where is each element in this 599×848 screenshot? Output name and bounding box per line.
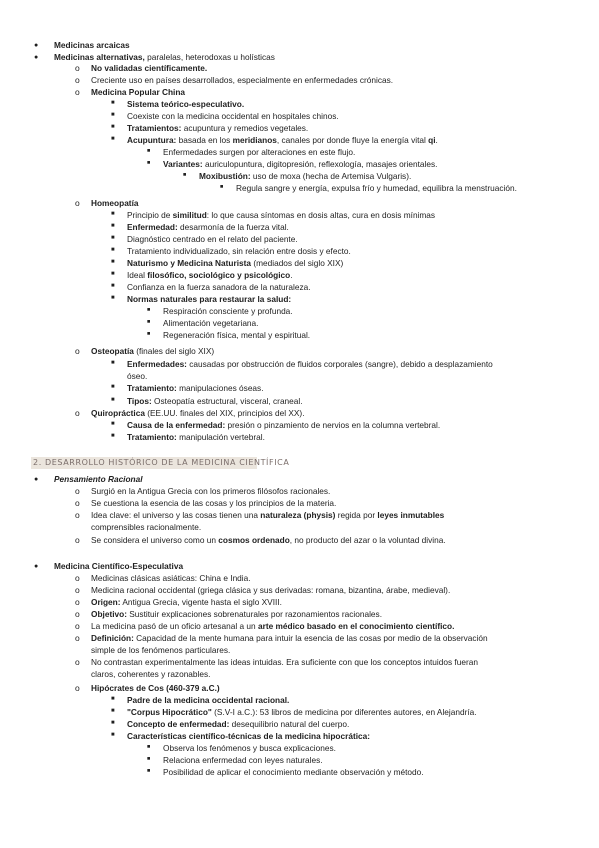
bullet: ■ xyxy=(111,696,115,702)
bullet: o xyxy=(75,498,80,508)
bullet: ■ xyxy=(111,421,115,427)
list-item: o Objetivo: Sustituir explicaciones sobrenaturales por razonamientos racionales. xyxy=(75,609,383,619)
bullet: o xyxy=(75,535,80,545)
list-item: o Osteopatía (finales del siglo XIX) xyxy=(75,346,215,356)
list-item: ■ Concepto de enfermedad: desequilibrio natural del cuerpo. xyxy=(111,719,350,729)
list-item: ■ Alimentación vegetariana. xyxy=(147,318,259,328)
list-item: ● Medicina Científico-Especulativa xyxy=(34,561,184,571)
bullet: o xyxy=(75,633,80,643)
bullet: ■ xyxy=(183,172,187,178)
bullet: ■ xyxy=(111,124,115,130)
bullet: ■ xyxy=(147,319,151,325)
list-item: o Medicinas clásicas asiáticas: China e India. xyxy=(75,573,251,583)
bullet: ■ xyxy=(111,732,115,738)
bullet: ■ xyxy=(111,112,115,118)
list-item: ■ Variantes: auriculopuntura, digitopresión, reflexología, masajes orientales. xyxy=(147,159,438,169)
list-item: ■ Coexiste con la medicina occidental en hospitales chinos. xyxy=(111,111,339,121)
list-item: ■ Moxibustión: uso de moxa (hecha de Artemisa Vulgaris). xyxy=(183,171,412,181)
list-item: ■ Relaciona enfermedad con leyes naturales. xyxy=(147,755,323,765)
list-item: ■ Características científico-técnicas de la medicina hipocrática: xyxy=(111,731,371,741)
list-item: ■ Principio de similitud: lo que causa síntomas en dosis altas, cura en dosis mínimas xyxy=(111,210,436,220)
list-item-continuation: comprensibles racionalmente. xyxy=(91,522,202,532)
list-item: ■ Sistema teórico-especulativo. xyxy=(111,99,245,109)
list-item: o La medicina pasó de un oficio artesanal a un arte médico basado en el conocimiento científico. xyxy=(75,621,455,631)
list-item: ● Medicinas arcaicas xyxy=(34,40,130,50)
list-item: o Se cuestiona la esencia de las cosas y los principios de la materia. xyxy=(75,498,337,508)
list-item: ■ Diagnóstico centrado en el relato del paciente. xyxy=(111,234,298,244)
bullet: o xyxy=(75,198,80,208)
bullet: ● xyxy=(34,563,39,570)
list-item: ■ Respiración consciente y profunda. xyxy=(147,306,293,316)
bullet: o xyxy=(75,609,80,619)
bullet: ■ xyxy=(147,768,151,774)
bullet: ■ xyxy=(111,384,115,390)
bullet: o xyxy=(75,510,80,520)
list-item: o Quiropráctica (EE.UU. finales del XIX, principios del XX). xyxy=(75,408,305,418)
list-item: o No validadas científicamente. xyxy=(75,63,208,73)
list-item: o Se considera el universo como un cosmos ordenado, no producto del azar o la voluntad divina. xyxy=(75,535,446,545)
list-item: ■ Regula sangre y energía, expulsa frío y humedad, equilibra la menstruación. xyxy=(220,183,517,193)
bullet: o xyxy=(75,408,80,418)
bullet: ■ xyxy=(220,184,224,190)
list-item: ■ Naturismo y Medicina Naturista (mediados del siglo XIX) xyxy=(111,258,344,268)
bullet: ■ xyxy=(111,100,115,106)
list-item: o No contrastan experimentalmente las ideas intuidas. Era suficiente con que los conceptos intuidos fueran xyxy=(75,657,478,667)
list-item: o Origen: Antigua Grecia, vigente hasta el siglo XVIII. xyxy=(75,597,282,607)
list-item-continuation: claros, coherentes y razonables. xyxy=(91,669,211,679)
list-item: o Hipócrates de Cos (460-379 a.C.) xyxy=(75,683,220,693)
list-item: ■ Enfermedades: causadas por obstrucción de fluidos corporales (sangre), debido a desplazamiento xyxy=(111,359,493,369)
list-item: ■ Normas naturales para restaurar la salud: xyxy=(111,294,292,304)
bullet: o xyxy=(75,585,80,595)
bullet: o xyxy=(75,346,80,356)
bullet: ■ xyxy=(111,433,115,439)
list-item: ● Pensamiento Racional xyxy=(34,474,143,484)
bullet: ■ xyxy=(147,148,151,154)
bullet: ● xyxy=(34,476,39,483)
list-item: o Idea clave: el universo y las cosas tienen una naturaleza (physis) regida por leyes inmutables xyxy=(75,510,445,520)
list-item: ■ Posibilidad de aplicar el conocimiento mediante observación y método. xyxy=(147,767,424,777)
list-item: ■ Padre de la medicina occidental racional. xyxy=(111,695,290,705)
bullet: ■ xyxy=(111,136,115,142)
bullet: ■ xyxy=(147,331,151,337)
bullet: o xyxy=(75,657,80,667)
list-item: o Creciente uso en países desarrollados, especialmente en enfermedades crónicas. xyxy=(75,75,394,85)
list-item: ■ Enfermedades surgen por alteraciones en este flujo. xyxy=(147,147,356,157)
list-item: ■ Causa de la enfermedad: presión o pinzamiento de nervios en la columna vertebral. xyxy=(111,420,441,430)
bullet: ■ xyxy=(147,756,151,762)
bullet: o xyxy=(75,486,80,496)
bullet: o xyxy=(75,63,80,73)
list-item: ● Medicinas alternativas, paralelas, heterodoxas u holísticas xyxy=(34,52,275,62)
bullet: ■ xyxy=(111,360,115,366)
bullet: ■ xyxy=(111,235,115,241)
bullet: ■ xyxy=(111,397,115,403)
list-item: o Medicina racional occidental (griega clásica y sus derivadas: romana, bizantina, árabe, medieval). xyxy=(75,585,451,595)
list-item: ■ "Corpus Hipocrático" (S.V-I a.C.): 53 libros de medicina por diferentes autores, en Alejandría. xyxy=(111,707,477,717)
bullet: o xyxy=(75,683,80,693)
bullet: ■ xyxy=(111,211,115,217)
list-item: ■ Observa los fenómenos y busca explicaciones. xyxy=(147,743,336,753)
bullet: o xyxy=(75,597,80,607)
list-item: ■ Acupuntura: basada en los meridianos, canales por donde fluye la energía vital qi. xyxy=(111,135,438,145)
bullet: ■ xyxy=(147,307,151,313)
list-item: ■ Ideal filosófico, sociológico y psicológico. xyxy=(111,270,293,280)
list-item-continuation: óseo. xyxy=(127,371,148,381)
list-item: o Medicina Popular China xyxy=(75,87,186,97)
list-item-continuation: simple de los fenómenos particulares. xyxy=(91,645,231,655)
bullet: ■ xyxy=(111,720,115,726)
bullet: o xyxy=(75,75,80,85)
list-item: ■ Enfermedad: desarmonía de la fuerza vital. xyxy=(111,222,289,232)
section-heading: 2. DESARROLLO HISTÓRICO DE LA MEDICINA CIENTÍFICA xyxy=(33,458,290,467)
bullet: ■ xyxy=(147,160,151,166)
list-item: ■ Tratamiento individualizado, sin relación entre dosis y efecto. xyxy=(111,246,351,256)
bullet: ■ xyxy=(111,259,115,265)
bullet: ■ xyxy=(147,744,151,750)
bullet: o xyxy=(75,87,80,97)
bullet: ■ xyxy=(111,223,115,229)
list-item: o Surgió en la Antigua Grecia con los primeros filósofos racionales. xyxy=(75,486,331,496)
list-item: ■ Tratamientos: acupuntura y remedios vegetales. xyxy=(111,123,309,133)
bullet: ● xyxy=(34,54,39,61)
list-item: ■ Tratamiento: manipulación vertebral. xyxy=(111,432,265,442)
bullet: ■ xyxy=(111,295,115,301)
bullet: ■ xyxy=(111,247,115,253)
bullet: ● xyxy=(34,42,39,49)
list-item: ■ Confianza en la fuerza sanadora de la naturaleza. xyxy=(111,282,311,292)
list-item: ■ Regeneración física, mental y espiritual. xyxy=(147,330,311,340)
bullet: ■ xyxy=(111,271,115,277)
list-item: ■ Tratamiento: manipulaciones óseas. xyxy=(111,383,264,393)
list-item: ■ Tipos: Osteopatía estructural, visceral, craneal. xyxy=(111,396,303,406)
bullet: ■ xyxy=(111,283,115,289)
list-item: o Definición: Capacidad de la mente humana para intuir la esencia de las cosas por medio de la observación xyxy=(75,633,488,643)
bullet: ■ xyxy=(111,708,115,714)
list-item: o Homeopatía xyxy=(75,198,139,208)
bullet: o xyxy=(75,621,80,631)
bullet: o xyxy=(75,573,80,583)
